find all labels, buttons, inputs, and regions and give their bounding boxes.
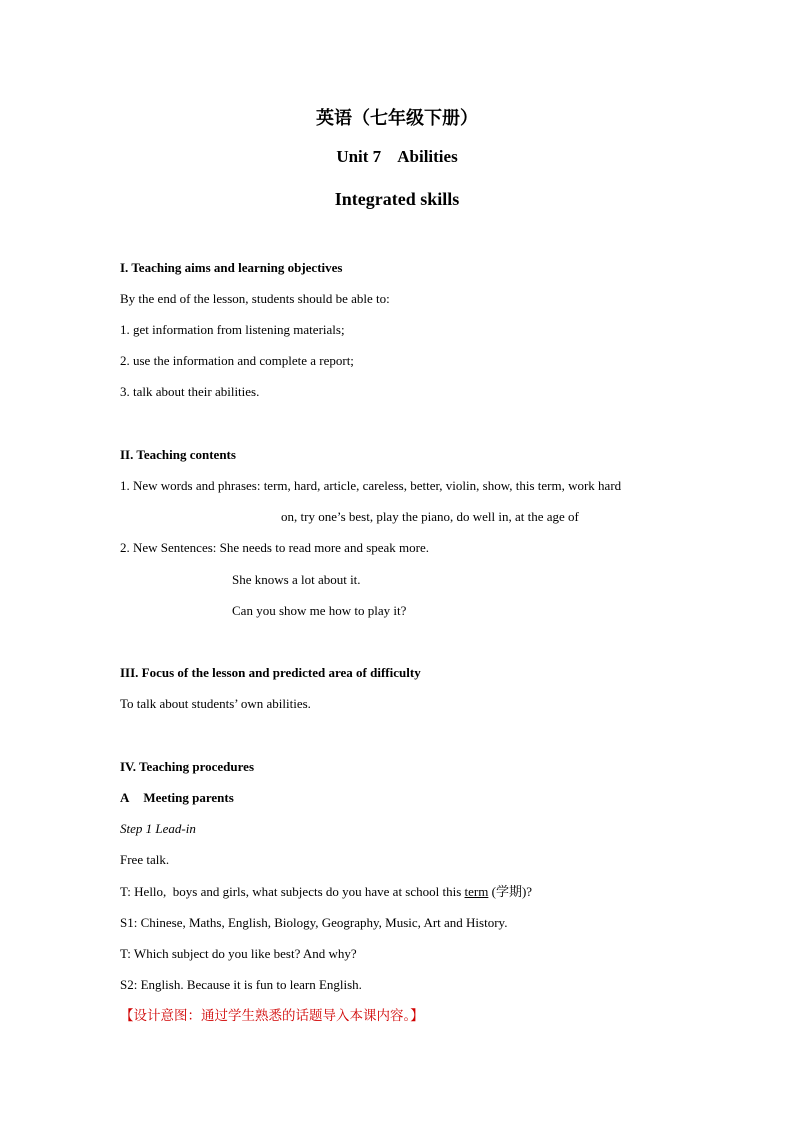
dialogue-teacher-2: T: Which subject do you like best? And why? bbox=[120, 946, 357, 961]
free-talk: Free talk. bbox=[120, 852, 170, 867]
dialogue-t1-text: T: Hello, boys and girls, what subjects do you have at school this bbox=[120, 884, 465, 899]
dialogue-student-2: S2: English. Because it is fun to learn English. bbox=[120, 977, 362, 992]
objective-item-3: 3. talk about their abilities. bbox=[120, 384, 260, 399]
section1-intro: By the end of the lesson, students should be able to: bbox=[120, 291, 390, 306]
subsection-a bbox=[120, 790, 234, 806]
step-label: Step 1 Lead-in bbox=[120, 821, 196, 836]
subsection-letter: A bbox=[120, 790, 130, 805]
new-sentences-line-3: Can you show me how to play it? bbox=[232, 603, 407, 618]
objective-item-2: 2. use the information and complete a report; bbox=[120, 353, 354, 368]
dialogue-student-1: S1: Chinese, Maths, English, Biology, Geography, Music, Art and History. bbox=[120, 915, 508, 930]
section2-heading: II. Teaching contents bbox=[120, 447, 236, 462]
section1-heading: I. Teaching aims and learning objectives bbox=[120, 260, 343, 275]
section3-text: To talk about students’ own abilities. bbox=[120, 696, 311, 711]
subject-title: 英语（七年级下册） bbox=[316, 108, 478, 129]
section3-heading: III. Focus of the lesson and predicted area of difficulty bbox=[120, 665, 421, 680]
lesson-title: Integrated skills bbox=[334, 189, 460, 209]
term-word: term bbox=[464, 884, 489, 899]
dialogue-t1-gloss: (学期)? bbox=[488, 884, 533, 899]
new-words-line-2: on, try one’s best, play the piano, do well in, at the age of bbox=[281, 509, 579, 524]
new-sentences-line-2: She knows a lot about it. bbox=[232, 572, 361, 587]
dialogue-teacher-1 bbox=[120, 884, 532, 900]
new-sentences-line-1: 2. New Sentences: She needs to read more and speak more. bbox=[120, 540, 430, 555]
objective-item-1: 1. get information from listening materials; bbox=[120, 322, 345, 337]
design-intent-note: 【设计意图：通过学生熟悉的话题导入本课内容。】 bbox=[120, 1008, 424, 1024]
unit-title: Unit 7 Abilities bbox=[336, 147, 458, 166]
subsection-title: Meeting parents bbox=[143, 790, 234, 805]
section4-heading: IV. Teaching procedures bbox=[120, 759, 255, 774]
new-words-line-1: 1. New words and phrases: term, hard, article, careless, better, violin, show, this term, work hard bbox=[120, 478, 622, 493]
